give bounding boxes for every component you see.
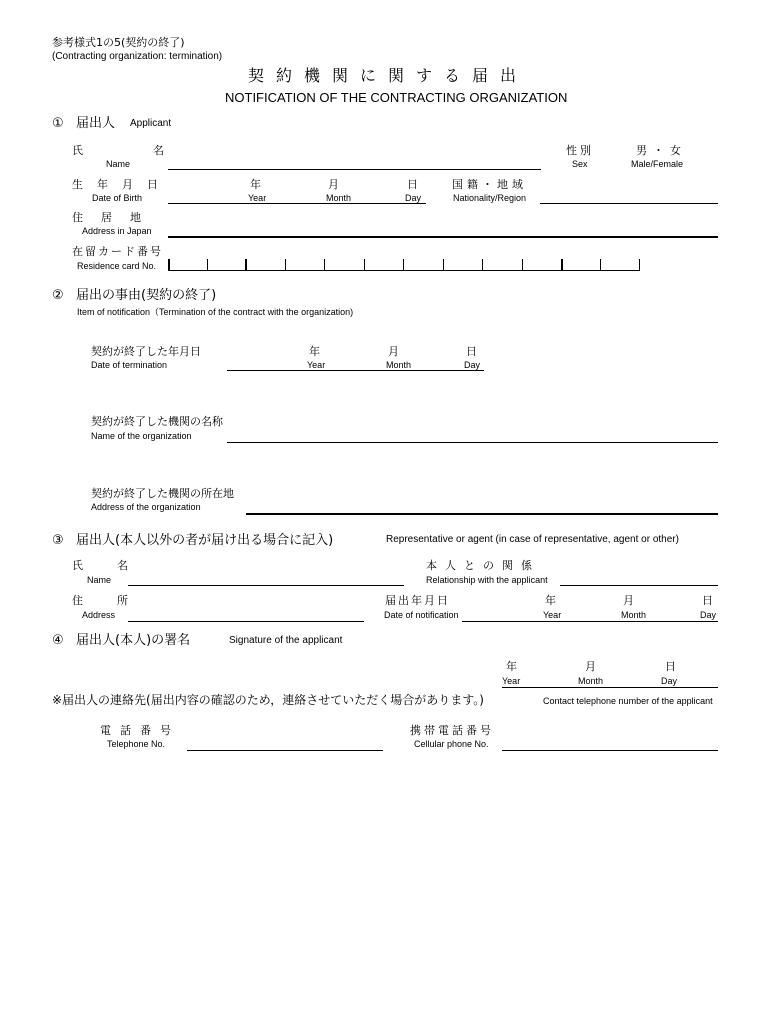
dob-month: 月 [328, 178, 339, 191]
dob-day-en: Day [405, 193, 422, 203]
card-box-divider [245, 259, 247, 270]
signature-day-en: Day [661, 676, 678, 686]
termination-month-en: Month [386, 360, 412, 370]
agent-name-label-2: 名 [117, 559, 128, 572]
mobile-field[interactable] [502, 750, 718, 751]
card-box-divider [522, 259, 523, 270]
sex-options-en: Male/Female [631, 159, 684, 169]
address-field[interactable] [168, 236, 718, 238]
signature-day: 日 [665, 660, 676, 673]
nationality-label: 国籍・地域 [452, 178, 527, 191]
section4-heading: 届出人(本人)の署名 [76, 633, 191, 648]
termination-year: 年 [309, 345, 320, 358]
section2-heading: 届出の事由(契約の終了) [76, 288, 217, 303]
agent-address-label-2: 所 [117, 594, 128, 607]
agent-address-field[interactable] [128, 621, 364, 622]
signature-date-field[interactable] [502, 687, 718, 688]
dob-label: 生年月日 [72, 178, 172, 191]
relation-field[interactable] [560, 585, 718, 586]
agent-name-field[interactable] [128, 585, 404, 586]
section2-number: ② [52, 288, 64, 303]
address-label: 住居地 [72, 211, 159, 224]
notification-date-field[interactable] [462, 621, 718, 622]
address-label-en: Address in Japan [82, 226, 152, 236]
dob-year: 年 [250, 178, 261, 191]
section1-heading: 届出人 [76, 116, 116, 131]
termination-day: 日 [466, 345, 477, 358]
form-reference: 参考様式1の5(契約の終了) [52, 36, 185, 49]
dob-day: 日 [407, 178, 418, 191]
applicant-name-label-2: 名 [153, 144, 164, 157]
dob-label-en: Date of Birth [92, 193, 143, 203]
relation-label-en: Relationship with the applicant [426, 575, 548, 585]
org-address-label: 契約が終了した機関の所在地 [91, 487, 234, 500]
agent-address-label-en: Address [82, 610, 116, 620]
dob-year-en: Year [248, 193, 267, 203]
notification-month-en: Month [621, 610, 647, 620]
telephone-field[interactable] [187, 750, 383, 751]
org-name-field[interactable] [227, 442, 718, 443]
agent-name-label-en: Name [87, 575, 112, 585]
nationality-field[interactable] [540, 203, 718, 204]
section1-number: ① [52, 116, 64, 131]
signature-year-en: Year [502, 676, 521, 686]
notification-month: 月 [623, 594, 634, 607]
card-box-divider [443, 259, 444, 270]
signature-year: 年 [506, 660, 517, 673]
termination-date-field[interactable] [227, 370, 484, 371]
agent-name-label-1: 氏 [72, 559, 83, 572]
residence-card-label: 在留カード番号 [72, 245, 163, 258]
card-box-divider [639, 259, 640, 270]
page-title-en: NOTIFICATION OF THE CONTRACTING ORGANIZATION [225, 90, 568, 105]
org-address-label-en: Address of the organization [91, 502, 201, 512]
sex-options[interactable]: 男・女 [636, 144, 687, 157]
section4-heading-en: Signature of the applicant [229, 635, 343, 646]
residence-card-field[interactable] [168, 270, 640, 271]
section3-number: ③ [52, 533, 64, 548]
notification-year-en: Year [543, 610, 562, 620]
agent-address-label-1: 住 [72, 594, 83, 607]
termination-date-label: 契約が終了した年月日 [91, 345, 201, 358]
card-box-divider [561, 259, 563, 270]
telephone-label: 電話番号 [100, 724, 180, 737]
section4-number: ④ [52, 633, 64, 648]
dob-field[interactable] [168, 203, 426, 204]
section3-heading-en: Representative or agent (in case of representative, agent or other) [386, 534, 679, 545]
dob-month-en: Month [326, 193, 352, 203]
sex-label: 性別 [566, 144, 594, 157]
section1-heading-en: Applicant [130, 118, 172, 129]
notification-day-en: Day [700, 610, 717, 620]
telephone-label-en: Telephone No. [107, 739, 166, 749]
termination-day-en: Day [464, 360, 481, 370]
residence-card-label-en: Residence card No. [77, 261, 157, 271]
termination-month: 月 [388, 345, 399, 358]
mobile-label: 携帯電話番号 [410, 724, 494, 737]
notification-date-label-en: Date of notification [384, 610, 459, 620]
section2-heading-en: Item of notification（Termination of the contract with the organization) [77, 307, 354, 317]
signature-month: 月 [585, 660, 596, 673]
notification-date-label: 届出年月日 [385, 594, 450, 607]
card-box-divider [324, 259, 325, 270]
card-box-divider [600, 259, 601, 270]
card-box-divider [207, 259, 208, 270]
contact-note-en: Contact telephone number of the applicant [543, 696, 713, 706]
card-box-divider [364, 259, 365, 270]
sex-label-en: Sex [572, 159, 588, 169]
applicant-name-label-en: Name [106, 159, 131, 169]
card-box-divider [482, 259, 483, 270]
notification-year: 年 [545, 594, 556, 607]
nationality-label-en: Nationality/Region [453, 193, 527, 203]
card-box-divider [168, 259, 170, 270]
section3-heading: 届出人(本人以外の者が届け出る場合に記入) [76, 533, 334, 548]
card-box-divider [403, 259, 404, 270]
page-title: 契約機関に関する届出 [248, 66, 529, 85]
mobile-label-en: Cellular phone No. [414, 739, 489, 749]
card-box-divider [285, 259, 286, 270]
form-reference-en: (Contracting organization: termination) [52, 51, 223, 62]
termination-date-label-en: Date of termination [91, 360, 168, 370]
org-name-label: 契約が終了した機関の名称 [91, 415, 223, 428]
contact-note: ※届出人の連絡先(届出内容の確認のため，連絡させていただく場合があります。) [52, 693, 484, 707]
applicant-name-label-1: 氏 [72, 144, 83, 157]
org-name-label-en: Name of the organization [91, 431, 192, 441]
relation-label: 本人との関係 [426, 559, 540, 572]
org-address-field[interactable] [246, 513, 718, 515]
applicant-name-field[interactable] [168, 169, 541, 170]
notification-day: 日 [702, 594, 713, 607]
signature-month-en: Month [578, 676, 604, 686]
termination-year-en: Year [307, 360, 326, 370]
